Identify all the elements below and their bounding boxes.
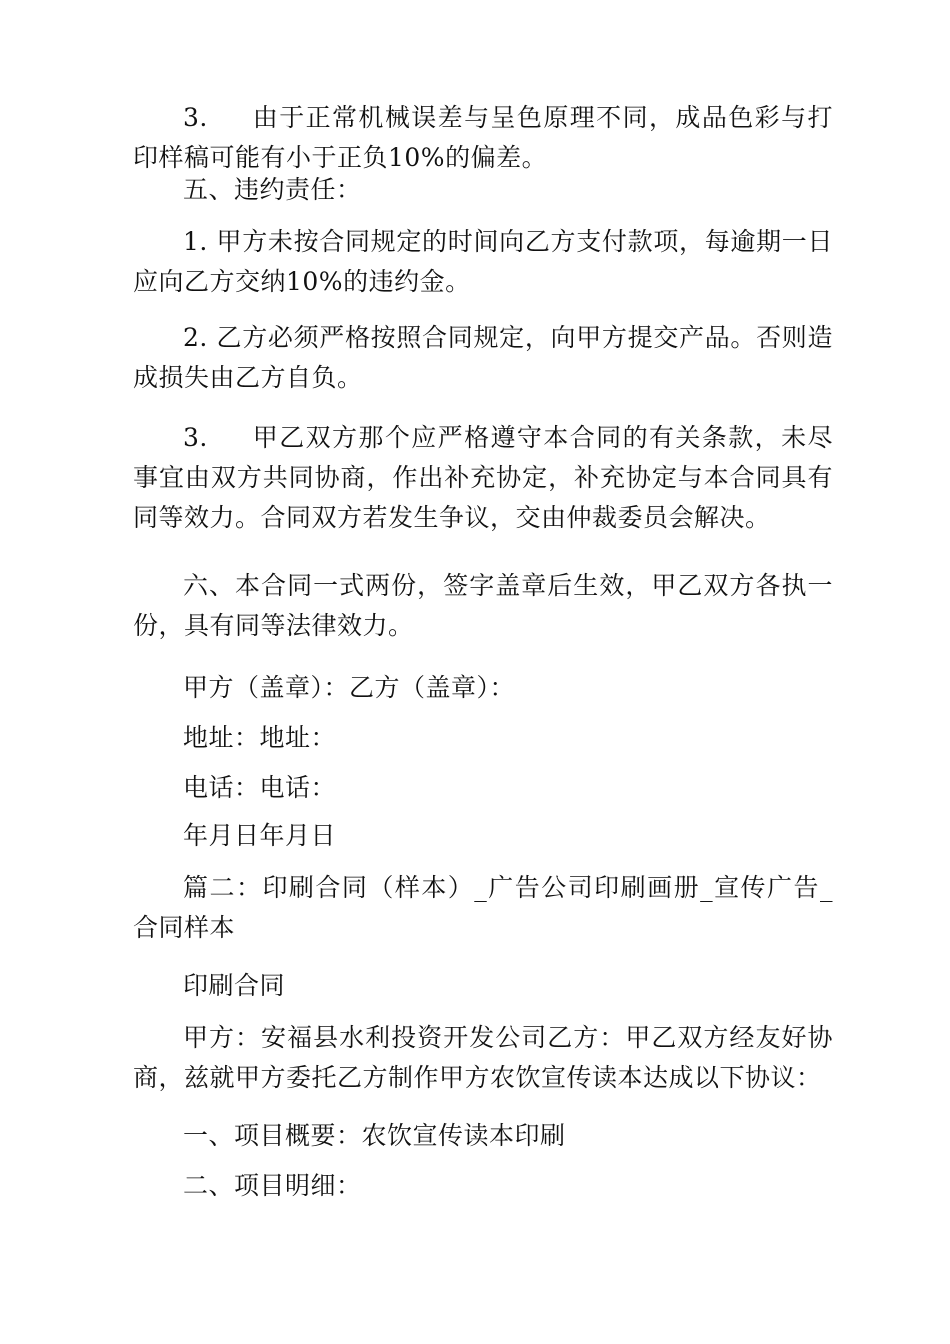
address-line: 地址：地址： xyxy=(183,723,337,752)
paragraph-parties: 甲方：安福县水利投资开发公司乙方：甲乙双方经友好协商，兹就甲方委托乙方制作甲方农饮宣传读本达成以下协议： xyxy=(133,1023,833,1092)
section-project-summary: 一、项目概要：农饮宣传读本印刷 xyxy=(183,1121,566,1150)
contract-title: 印刷合同 xyxy=(183,971,286,1000)
paragraph-compliance-disputes xyxy=(133,418,833,538)
paragraph-delivery-obligation: 2. 乙方必须严格按照合同规定，向甲方提交产品。否则造成损失由乙方自负。 xyxy=(133,323,833,392)
section-heading-breach-liability: 五、违约责任： xyxy=(183,175,362,204)
phone-line: 电话：电话： xyxy=(183,773,337,802)
signature-stamp-line: 甲方（盖章）：乙方（盖章）： xyxy=(183,673,516,702)
date-line: 年月日年月日 xyxy=(183,821,337,850)
paragraph-text: 由于正常机械误差与呈色原理不同，成品色彩与打印样稿可能有小于正负10%的偏差。 xyxy=(133,103,833,172)
paragraph-late-payment: 1. 甲方未按合同规定的时间向乙方支付款项，每逾期一日应向乙方交纳10%的违约金。 xyxy=(133,227,833,296)
paragraph-number: 3. xyxy=(183,103,208,132)
paragraph-color-tolerance xyxy=(133,98,833,178)
paragraph-copies-effect: 六、本合同一式两份，签字盖章后生效，甲乙双方各执一份，具有同等法律效力。 xyxy=(133,571,833,640)
section-project-details: 二、项目明细： xyxy=(183,1171,362,1200)
paragraph-number: 3. xyxy=(183,423,208,452)
paragraph-text: 甲乙双方那个应严格遵守本合同的有关条款，未尽事宜由双方共同协商，作出补充协定，补充协定与本合同具有同等效力。合同双方若发生争议，交由仲裁委员会解决。 xyxy=(133,423,833,532)
chapter-heading-part-two: 篇二：印刷合同（样本）_广告公司印刷画册_宣传广告_合同样本 xyxy=(133,873,833,942)
